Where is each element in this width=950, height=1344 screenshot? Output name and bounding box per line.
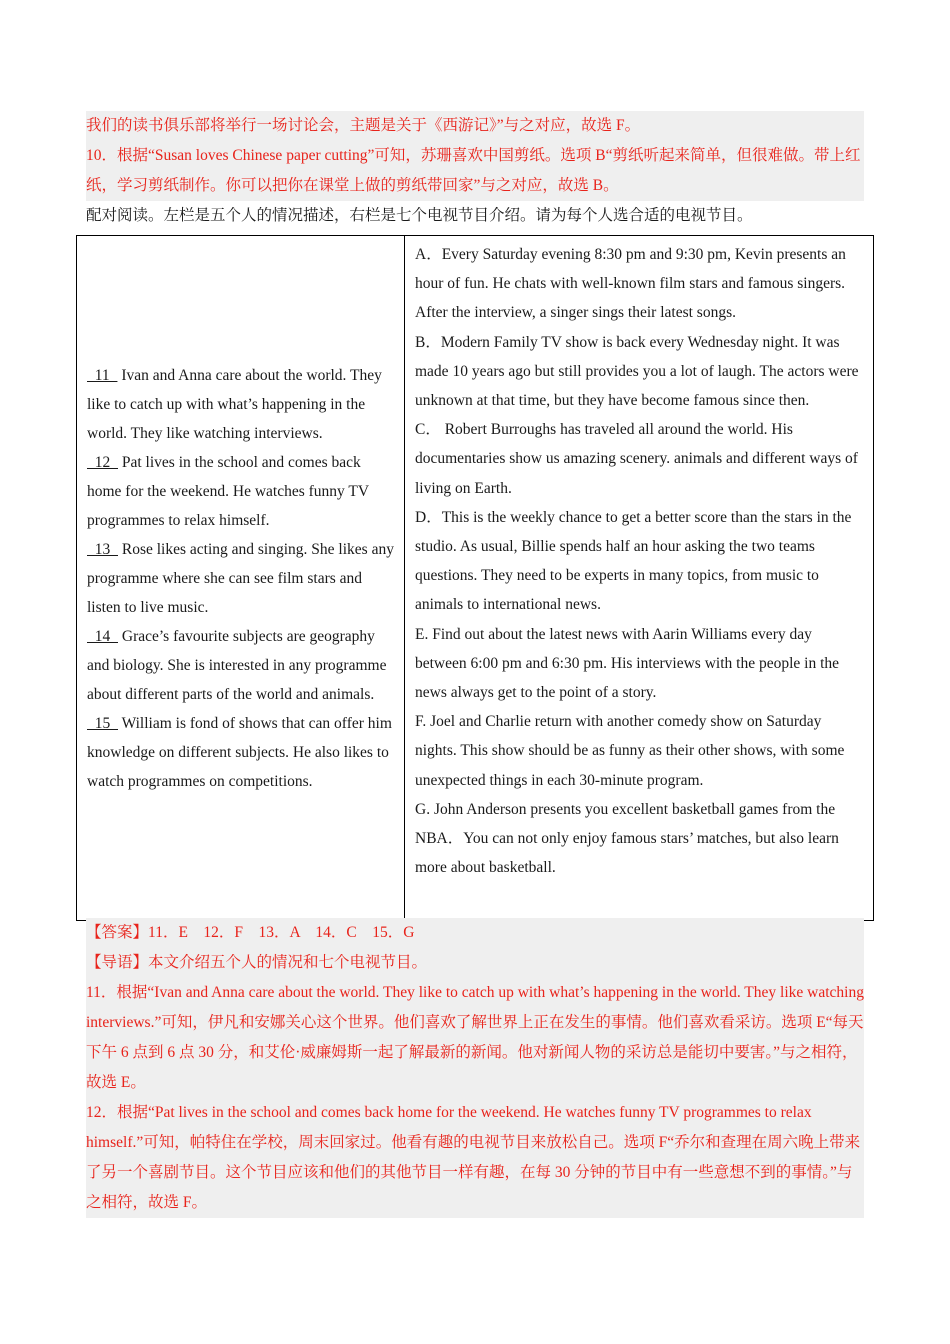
person-item [87,709,396,796]
matching-instruction: 配对阅读。左栏是五个人的情况描述，右栏是七个电视节目介绍。请为每个人选合适的电视节目。 [86,207,753,224]
person-text: William is fond of shows that can offer him knowledge on different subjects. He also likes to watch programmes on competitions. [87,714,392,790]
person-item [87,535,396,622]
explanation-q12: 12．根据“Pat lives in the school and comes back home for the weekend. He watches funny TV programmes to relax himself.”可知，帕特住在学校，周末回家过。他看有趣的电视节目来放松自己。选项 F“乔尔和查理在周六晚上带来了另一个喜剧节目。这个节目应该和他们的其他节目一样有趣，在每 30 分钟的节目中有一些意想不到的事情。”与之相符，故选 F。 [86,1098,864,1218]
answer-tag: 【答案】 [86,924,149,941]
programme-f: F. Joel and Charlie return with another comedy show on Saturday nights. This show should be as funny as their other shows, with some unexpected things in each 30-minute program. [415,713,845,789]
answer-blank-13: 13 [87,540,118,558]
guide-line [86,948,864,978]
people-column [77,236,405,920]
person-item [87,448,396,535]
person-item [87,361,396,448]
guide-text: 本文介绍五个人的情况和七个电视节目。 [148,954,428,971]
answer-text: 11．E 12．F 13．A 14．C 15．G [148,924,415,941]
person-item [87,622,396,709]
person-text: Rose likes acting and singing. She likes any programme where she can see film stars and listen to live music. [87,540,394,616]
programme-a: A．Every Saturday evening 8:30 pm and 9:30 pm, Kevin presents an hour of fun. He chats with well-known film stars and famous singers. After the interview, a singer sings their latest songs. [415,246,846,322]
person-text: Grace’s favourite subjects are geography and biology. She is interested in any programme about different parts of the world and animals. [87,627,387,703]
programme-g: G. John Anderson presents you excellent basketball games from the NBA．You can not only enjoy famous stars’ matches, but also learn more about basketball. [415,800,839,877]
programmes-column [405,236,873,920]
person-text: Ivan and Anna care about the world. They like to catch up with what’s happening in the world. They like watching interviews. [87,366,382,442]
person-text: Pat lives in the school and comes back home for the weekend. He watches funny TV programmes to relax himself. [87,453,369,529]
programme-e: E. Find out about the latest news with Aarin Williams every day between 6:00 pm and 6:30 pm. His interviews with the people in the news always get to the point of a story. [415,625,840,702]
answer-blank-14: 14 [87,627,118,645]
guide-tag: 【导语】 [86,954,149,971]
prev-answer-f-line: 我们的读书俱乐部将举行一场讨论会，主题是关于《西游记》”与之对应，故选 F。 [86,111,864,141]
explanation-q11: 11．根据“Ivan and Anna care about the world. They like to catch up with what’s happening in the world. They like watching interviews.”可知，伊凡和安娜关心这个世界。他们喜欢了解世界上正在发生的事情。他们喜欢看采访。选项 E“每天下午 6 点到 6 点 30 分，和艾伦·威廉姆斯一起了解最新的新闻。他对新闻人物的采访总是能切中要害。”与之相符，故选 E。 [86,978,864,1098]
answer-key [86,918,864,948]
programme-b: B．Modern Family TV show is back every Wednesday night. It was made 10 years ago but still provides you a lot of laugh. The actors were unknown at that time, but they have become famous since then. [415,333,859,410]
answer-blank-15: 15 [87,714,118,732]
explanation-q10: 10．根据“Susan loves Chinese paper cutting”可知，苏珊喜欢中国剪纸。选项 B“剪纸听起来简单，但很难做。带上红纸，学习剪纸制作。你可以把你在课堂上做的剪纸带回家”与之对应，故选 B。 [86,141,864,201]
answer-blank-12: 12 [87,453,118,471]
answer-blank-11: 11 [87,366,118,384]
programme-c: C． Robert Burroughs has traveled all around the world. His documentaries show us amazing scenery. animals and different ways of living on Earth. [415,421,858,497]
programme-d: D．This is the weekly chance to get a better score than the stars in the studio. As usual, Billie spends half an hour asking the two teams questions. They need to be experts in many topics, from music to animals to international news. [415,508,852,614]
matching-table [76,235,874,921]
